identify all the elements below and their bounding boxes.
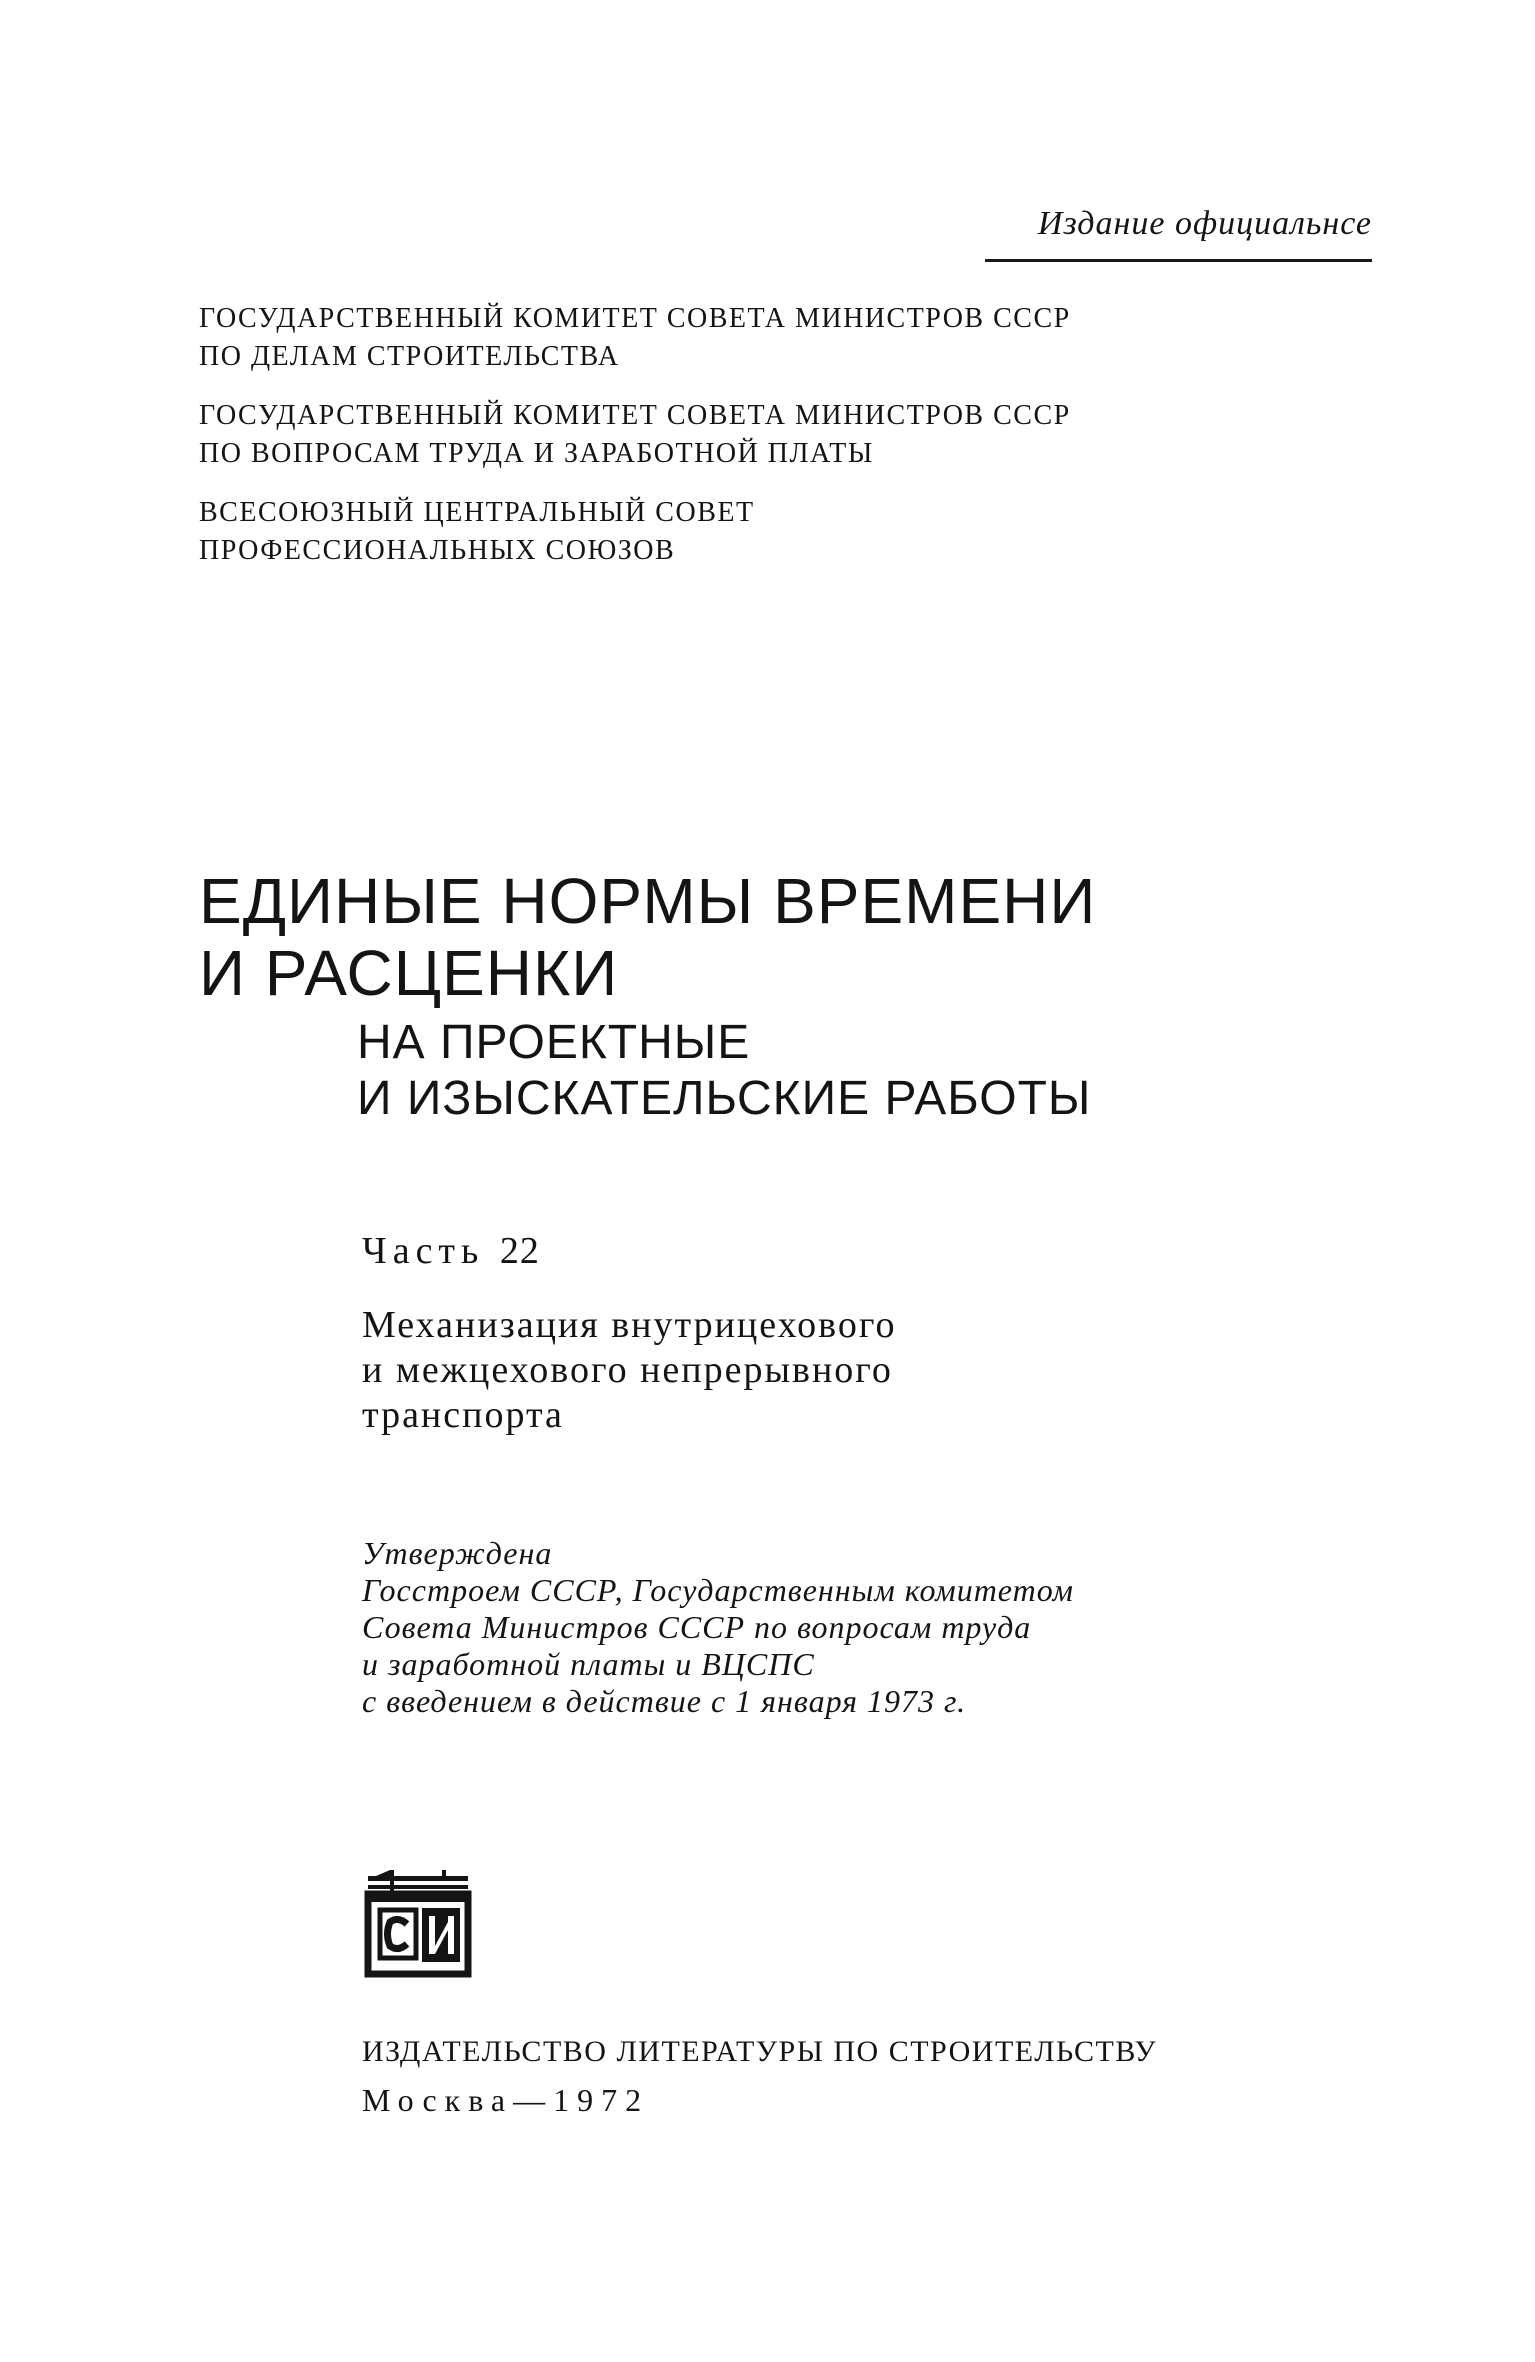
organization-line: ПРОФЕССИОНАЛЬНЫХ СОЮЗОВ xyxy=(199,535,676,566)
description-line: и межцехового непрерывного xyxy=(362,1349,893,1391)
part-label: Часть xyxy=(362,1230,485,1272)
approval-line: с введением в действие с 1 января 1973 г. xyxy=(362,1683,967,1719)
approval-line: Утверждена xyxy=(362,1535,553,1571)
subtitle-line: НА ПРОЕКТНЫЕ xyxy=(357,1016,751,1069)
organization-goskomtrud xyxy=(199,397,1071,473)
part-number: 22 xyxy=(499,1230,540,1272)
organization-vcsps xyxy=(199,494,755,570)
approval-note xyxy=(362,1535,1074,1720)
approval-line: Совета Министров СССР по вопросам труда xyxy=(362,1609,1032,1645)
organization-gosstroy xyxy=(199,300,1071,376)
document-subtitle xyxy=(357,1015,1091,1127)
organization-line: ГОСУДАРСТВЕННЫЙ КОМИТЕТ СОВЕТА МИНИСТРОВ СССР xyxy=(199,400,1071,431)
approval-line: Госстроем СССР, Государственным комитетом xyxy=(362,1572,1074,1608)
title-line: ЕДИНЫЕ НОРМЫ ВРЕМЕНИ xyxy=(199,865,1097,937)
part-description xyxy=(362,1303,896,1438)
approval-line: и заработной платы и ВЦСПС xyxy=(362,1646,815,1682)
organization-line: ГОСУДАРСТВЕННЫЙ КОМИТЕТ СОВЕТА МИНИСТРОВ СССР xyxy=(199,303,1071,334)
official-edition-label: Издание официальнсе xyxy=(985,205,1372,262)
publisher-logo-icon xyxy=(362,1866,474,1978)
city-year: Москва—1972 xyxy=(362,2082,650,2118)
document-title xyxy=(199,865,1096,1009)
title-line: И РАСЦЕНКИ xyxy=(199,937,619,1009)
part-heading xyxy=(362,1229,540,1273)
organization-line: ВСЕСОЮЗНЫЙ ЦЕНТРАЛЬНЫЙ СОВЕТ xyxy=(199,497,755,528)
description-line: транспорта xyxy=(362,1394,564,1436)
organization-line: ПО ДЕЛАМ СТРОИТЕЛЬСТВА xyxy=(199,341,620,372)
subtitle-line: И ИЗЫСКАТЕЛЬСКИЕ РАБОТЫ xyxy=(357,1072,1092,1125)
publisher-name: ИЗДАТЕЛЬСТВО ЛИТЕРАТУРЫ ПО СТРОИТЕЛЬСТВУ xyxy=(362,2035,1158,2068)
organization-line: ПО ВОПРОСАМ ТРУДА И ЗАРАБОТНОЙ ПЛАТЫ xyxy=(199,438,874,469)
description-line: Механизация внутрицехового xyxy=(362,1304,897,1346)
